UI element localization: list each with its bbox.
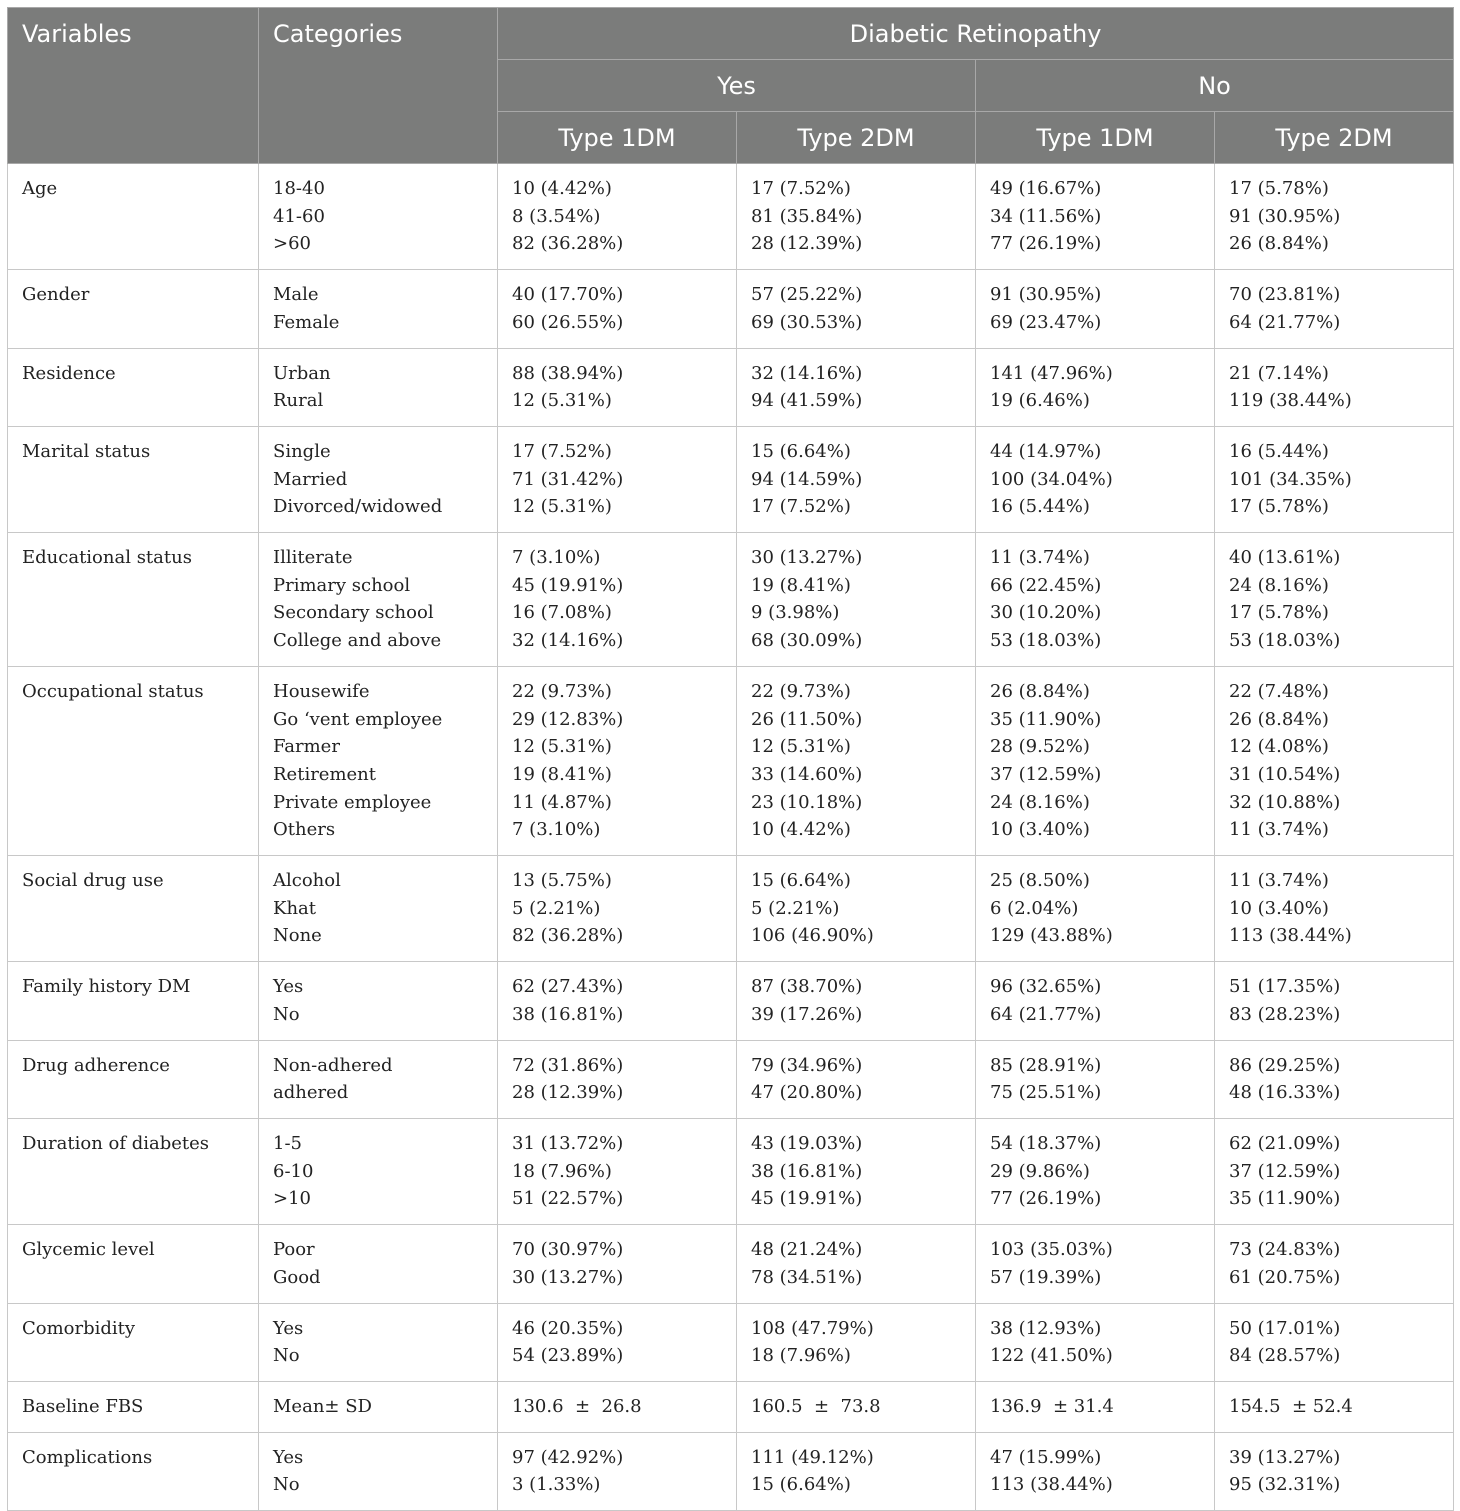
cell-line: 72 (31.86%) [512,1054,624,1076]
no-type1-cell [976,270,1215,348]
header-variables: Variables [8,8,259,164]
cell-line: 26 (8.84%) [990,680,1090,702]
header-yes-type2: Type 2DM [737,112,976,164]
cell-line: 160.5 ± 73.8 [751,1395,881,1417]
cell-line: Others [273,819,336,841]
yes-type1-cell [498,856,737,962]
cell-line: 71 (31.42%) [512,468,624,490]
cell-line: 17 (5.78%) [1229,602,1329,624]
variable-cell: Drug adherence [8,1040,259,1118]
category-cell [259,270,498,348]
cell-line: 54 (18.37%) [990,1132,1102,1154]
header-yes: Yes [498,60,976,112]
cell-line: 19 (8.41%) [512,763,612,785]
yes-type1-cell [498,1040,737,1118]
table-row [8,962,1454,1040]
cell-line: 24 (8.16%) [1229,574,1329,596]
variable-cell: Complications [8,1432,259,1510]
yes-type2-cell [737,1225,976,1303]
no-type1-cell [976,1381,1215,1432]
cell-line: Poor [273,1239,315,1261]
no-type1-cell [976,1118,1215,1224]
variable-cell: Family history DM [8,962,259,1040]
cell-line: 18 (7.96%) [751,1345,851,1367]
yes-type2-cell [737,1118,976,1224]
yes-type2-cell [737,533,976,667]
variable-cell: Baseline FBS [8,1381,259,1432]
no-type1-cell [976,348,1215,426]
cell-line: Primary school [273,574,411,596]
yes-type2-cell [737,270,976,348]
cell-line: 34 (11.56%) [990,205,1102,227]
category-cell [259,856,498,962]
cell-line: 103 (35.03%) [990,1239,1113,1261]
cell-line: 35 (11.90%) [1229,1188,1341,1210]
cell-line: 68 (30.09%) [751,630,863,652]
cell-line: No [273,1345,300,1367]
yes-type2-cell [737,1381,976,1432]
no-type2-cell [1215,856,1454,962]
cell-line: >10 [273,1188,311,1210]
cell-line: Divorced/widowed [273,496,443,518]
yes-type2-cell [737,426,976,532]
table-header [8,8,1454,164]
cell-line: 6-10 [273,1160,314,1182]
cell-line: 12 (5.31%) [512,390,612,412]
header-diabetic-retinopathy: Diabetic Retinopathy [498,8,1454,60]
yes-type2-cell [737,1432,976,1510]
cell-line: 75 (25.51%) [990,1082,1102,1104]
cell-line: 82 (36.28%) [512,233,624,255]
cell-line: 39 (13.27%) [1229,1446,1341,1468]
variable-cell: Educational status [8,533,259,667]
variable-cell: Comorbidity [8,1303,259,1381]
cell-line: 47 (15.99%) [990,1446,1102,1468]
cell-line: 94 (41.59%) [751,390,863,412]
cell-line: Mean± SD [273,1395,372,1417]
cell-line: 30 (13.27%) [512,1266,624,1288]
yes-type1-cell [498,1381,737,1432]
yes-type1-cell [498,164,737,270]
cell-line: 32 (10.88%) [1229,791,1341,813]
category-cell [259,533,498,667]
cell-line: Rural [273,390,324,412]
cell-line: 51 (22.57%) [512,1188,624,1210]
cell-line: 18 (7.96%) [512,1160,612,1182]
cell-line: 61 (20.75%) [1229,1266,1341,1288]
table-row [8,1381,1454,1432]
cell-line: No [273,1003,300,1025]
cell-line: 31 (13.72%) [512,1132,624,1154]
cell-line: Good [273,1266,321,1288]
table-row [8,164,1454,270]
cell-line: Urban [273,362,331,384]
cell-line: 17 (5.78%) [1229,496,1329,518]
cell-line: Retirement [273,763,376,785]
cell-line: 19 (6.46%) [990,390,1090,412]
no-type1-cell [976,1303,1215,1381]
cell-line: 87 (38.70%) [751,976,863,998]
cell-line: 32 (14.16%) [751,362,863,384]
table-row [8,426,1454,532]
cell-line: 40 (17.70%) [512,284,624,306]
cell-line: Married [273,468,348,490]
cell-line: 48 (16.33%) [1229,1082,1341,1104]
table-body [8,164,1454,1511]
cell-line: 12 (4.08%) [1229,736,1329,758]
header-no: No [976,60,1454,112]
cell-line: 35 (11.90%) [990,708,1102,730]
cell-line: 40 (13.61%) [1229,547,1341,569]
cell-line: >60 [273,233,311,255]
no-type2-cell [1215,270,1454,348]
cell-line: 45 (19.91%) [751,1188,863,1210]
cell-line: 12 (5.31%) [751,736,851,758]
cell-line: 85 (28.91%) [990,1054,1102,1076]
cell-line: 48 (21.24%) [751,1239,863,1261]
header-yes-type1: Type 1DM [498,112,737,164]
cell-line: Non-adhered [273,1054,393,1076]
cell-line: 106 (46.90%) [751,925,874,947]
table-row [8,270,1454,348]
yes-type1-cell [498,533,737,667]
cell-line: 22 (7.48%) [1229,680,1329,702]
cell-line: Farmer [273,736,340,758]
cell-line: 15 (6.64%) [751,870,851,892]
cell-line: 86 (29.25%) [1229,1054,1341,1076]
category-cell [259,1118,498,1224]
category-cell [259,1040,498,1118]
category-cell [259,348,498,426]
cell-line: 11 (3.74%) [1229,819,1329,841]
cell-line: College and above [273,630,442,652]
table-row [8,348,1454,426]
cell-line: 11 (4.87%) [512,791,612,813]
no-type2-cell [1215,1040,1454,1118]
cell-line: 29 (9.86%) [990,1160,1090,1182]
yes-type1-cell [498,348,737,426]
cell-line: 5 (2.21%) [751,897,840,919]
cell-line: 69 (30.53%) [751,311,863,333]
cell-line: Single [273,440,331,462]
cell-line: 136.9 ± 31.4 [990,1395,1114,1417]
cell-line: 47 (20.80%) [751,1082,863,1104]
cell-line: 43 (19.03%) [751,1132,863,1154]
cell-line: 77 (26.19%) [990,1188,1102,1210]
variable-cell: Social drug use [8,856,259,962]
no-type2-cell [1215,1225,1454,1303]
header-no-type1: Type 1DM [976,112,1215,164]
cell-line: 100 (34.04%) [990,468,1113,490]
yes-type2-cell [737,1303,976,1381]
cell-line: Secondary school [273,602,434,624]
cell-line: 7 (3.10%) [512,547,601,569]
no-type2-cell [1215,426,1454,532]
cell-line: 26 (8.84%) [1229,708,1329,730]
cell-line: 46 (20.35%) [512,1317,624,1339]
no-type1-cell [976,666,1215,855]
cell-line: 30 (10.20%) [990,602,1102,624]
cell-line: No [273,1474,300,1496]
cell-line: 94 (14.59%) [751,468,863,490]
variable-cell: Age [8,164,259,270]
table-row [8,1040,1454,1118]
no-type1-cell [976,426,1215,532]
cell-line: 32 (14.16%) [512,630,624,652]
cell-line: Yes [273,1446,304,1468]
cell-line: 16 (5.44%) [1229,440,1329,462]
category-cell [259,164,498,270]
table-row [8,1225,1454,1303]
no-type2-cell [1215,164,1454,270]
variable-cell: Glycemic level [8,1225,259,1303]
cell-line: 51 (17.35%) [1229,976,1341,998]
cell-line: 53 (18.03%) [1229,630,1341,652]
cell-line: 66 (22.45%) [990,574,1102,596]
cell-line: Yes [273,976,304,998]
cell-line: 1-5 [273,1132,302,1154]
cell-line: 10 (4.42%) [512,178,612,199]
cell-line: 108 (47.79%) [751,1317,874,1339]
cell-line: 49 (16.67%) [990,178,1102,199]
cell-line: 96 (32.65%) [990,976,1102,998]
cell-line: 13 (5.75%) [512,870,612,892]
cell-line: 97 (42.92%) [512,1446,624,1468]
cell-line: 129 (43.88%) [990,925,1113,947]
table-row [8,1118,1454,1224]
cell-line: 10 (3.40%) [990,819,1090,841]
cell-line: 33 (14.60%) [751,763,863,785]
yes-type2-cell [737,856,976,962]
cell-line: 78 (34.51%) [751,1266,863,1288]
cell-line: 57 (25.22%) [751,284,863,306]
cell-line: 30 (13.27%) [751,547,863,569]
cell-line: 88 (38.94%) [512,362,624,384]
yes-type1-cell [498,1303,737,1381]
cell-line: 95 (32.31%) [1229,1474,1341,1496]
cell-line: Female [273,311,340,333]
cell-line: 23 (10.18%) [751,791,863,813]
cell-line: Male [273,284,319,306]
no-type2-cell [1215,1432,1454,1510]
yes-type2-cell [737,1040,976,1118]
no-type1-cell [976,1225,1215,1303]
category-cell [259,1303,498,1381]
no-type1-cell [976,533,1215,667]
no-type2-cell [1215,533,1454,667]
cell-line: 25 (8.50%) [990,870,1090,892]
cell-line: 3 (1.33%) [512,1474,601,1496]
table-row [8,1303,1454,1381]
cell-line: 5 (2.21%) [512,897,601,919]
cell-line: 73 (24.83%) [1229,1239,1341,1261]
cell-line: 22 (9.73%) [751,680,851,702]
cell-line: 54 (23.89%) [512,1345,624,1367]
cell-line: 60 (26.55%) [512,311,624,333]
cell-line: 84 (28.57%) [1229,1345,1341,1367]
cell-line: 45 (19.91%) [512,574,624,596]
cell-line: 141 (47.96%) [990,362,1113,384]
diabetic-retinopathy-table [7,7,1454,1511]
table-row [8,533,1454,667]
cell-line: 7 (3.10%) [512,819,601,841]
cell-line: 62 (27.43%) [512,976,624,998]
cell-line: 57 (19.39%) [990,1266,1102,1288]
cell-line: 64 (21.77%) [990,1003,1102,1025]
cell-line: 15 (6.64%) [751,440,851,462]
cell-line: 29 (12.83%) [512,708,624,730]
cell-line: 70 (30.97%) [512,1239,624,1261]
yes-type1-cell [498,1225,737,1303]
no-type2-cell [1215,962,1454,1040]
cell-line: 37 (12.59%) [1229,1160,1341,1182]
no-type1-cell [976,1040,1215,1118]
cell-line: Alcohol [273,870,341,892]
cell-line: 39 (17.26%) [751,1003,863,1025]
cell-line: 81 (35.84%) [751,205,863,227]
cell-line: 24 (8.16%) [990,791,1090,813]
cell-line: 21 (7.14%) [1229,362,1329,384]
header-categories: Categories [259,8,498,164]
cell-line: 53 (18.03%) [990,630,1102,652]
yes-type2-cell [737,666,976,855]
cell-line: 11 (3.74%) [1229,870,1329,892]
cell-line: 122 (41.50%) [990,1345,1113,1367]
table-row [8,1432,1454,1510]
cell-line: Go ‘vent employee [273,708,443,730]
cell-line: 28 (12.39%) [512,1082,624,1104]
cell-line: Private employee [273,791,432,813]
cell-line: 6 (2.04%) [990,897,1079,919]
cell-line: Housewife [273,680,370,702]
cell-line: 91 (30.95%) [1229,205,1341,227]
no-type2-cell [1215,348,1454,426]
yes-type1-cell [498,1118,737,1224]
cell-line: 12 (5.31%) [512,736,612,758]
cell-line: 15 (6.64%) [751,1474,851,1496]
cell-line: Yes [273,1317,304,1339]
cell-line: 11 (3.74%) [990,547,1090,569]
yes-type1-cell [498,426,737,532]
category-cell [259,666,498,855]
cell-line: 28 (9.52%) [990,736,1090,758]
cell-line: 22 (9.73%) [512,680,612,702]
cell-line: 19 (8.41%) [751,574,851,596]
category-cell [259,426,498,532]
cell-line: None [273,925,322,947]
no-type2-cell [1215,1303,1454,1381]
cell-line: 69 (23.47%) [990,311,1102,333]
cell-line: 62 (21.09%) [1229,1132,1341,1154]
cell-line: 70 (23.81%) [1229,284,1341,306]
no-type2-cell [1215,1381,1454,1432]
cell-line: 64 (21.77%) [1229,311,1341,333]
variable-cell: Gender [8,270,259,348]
cell-line: 44 (14.97%) [990,440,1102,462]
yes-type1-cell [498,1432,737,1510]
cell-line: 17 (7.52%) [751,496,851,518]
cell-line: 119 (38.44%) [1229,390,1352,412]
cell-line: 101 (34.35%) [1229,468,1352,490]
cell-line: 8 (3.54%) [512,205,601,227]
header-no-type2: Type 2DM [1215,112,1454,164]
yes-type2-cell [737,962,976,1040]
cell-line: 79 (34.96%) [751,1054,863,1076]
cell-line: adhered [273,1082,349,1104]
cell-line: 26 (8.84%) [1229,233,1329,255]
cell-line: 83 (28.23%) [1229,1003,1341,1025]
cell-line: 37 (12.59%) [990,763,1102,785]
category-cell [259,1432,498,1510]
cell-line: 111 (49.12%) [751,1446,874,1468]
cell-line: 38 (12.93%) [990,1317,1102,1339]
cell-line: 38 (16.81%) [512,1003,624,1025]
cell-line: 130.6 ± 26.8 [512,1395,642,1417]
no-type2-cell [1215,666,1454,855]
cell-line: 113 (38.44%) [990,1474,1113,1496]
cell-line: 10 (3.40%) [1229,897,1329,919]
cell-line: Illiterate [273,547,353,569]
variable-cell: Duration of diabetes [8,1118,259,1224]
no-type1-cell [976,856,1215,962]
yes-type2-cell [737,164,976,270]
no-type2-cell [1215,1118,1454,1224]
yes-type1-cell [498,270,737,348]
cell-line: 41-60 [273,205,325,227]
cell-line: 26 (11.50%) [751,708,863,730]
yes-type1-cell [498,666,737,855]
cell-line: 18-40 [273,178,325,199]
cell-line: 38 (16.81%) [751,1160,863,1182]
no-type1-cell [976,962,1215,1040]
yes-type2-cell [737,348,976,426]
category-cell [259,1225,498,1303]
table-row [8,666,1454,855]
cell-line: 17 (7.52%) [751,178,851,199]
cell-line: 113 (38.44%) [1229,925,1352,947]
cell-line: 82 (36.28%) [512,925,624,947]
cell-line: 9 (3.98%) [751,602,840,624]
cell-line: 17 (7.52%) [512,440,612,462]
cell-line: 17 (5.78%) [1229,178,1329,199]
cell-line: 31 (10.54%) [1229,763,1341,785]
no-type1-cell [976,1432,1215,1510]
cell-line: 12 (5.31%) [512,496,612,518]
cell-line: Khat [273,897,317,919]
variable-cell: Residence [8,348,259,426]
cell-line: 154.5 ± 52.4 [1229,1395,1353,1417]
yes-type1-cell [498,962,737,1040]
variable-cell: Marital status [8,426,259,532]
category-cell [259,962,498,1040]
cell-line: 16 (7.08%) [512,602,612,624]
cell-line: 50 (17.01%) [1229,1317,1341,1339]
no-type1-cell [976,164,1215,270]
category-cell [259,1381,498,1432]
variable-cell: Occupational status [8,666,259,855]
cell-line: 10 (4.42%) [751,819,851,841]
cell-line: 28 (12.39%) [751,233,863,255]
table-row [8,856,1454,962]
cell-line: 77 (26.19%) [990,233,1102,255]
cell-line: 91 (30.95%) [990,284,1102,306]
cell-line: 16 (5.44%) [990,496,1090,518]
